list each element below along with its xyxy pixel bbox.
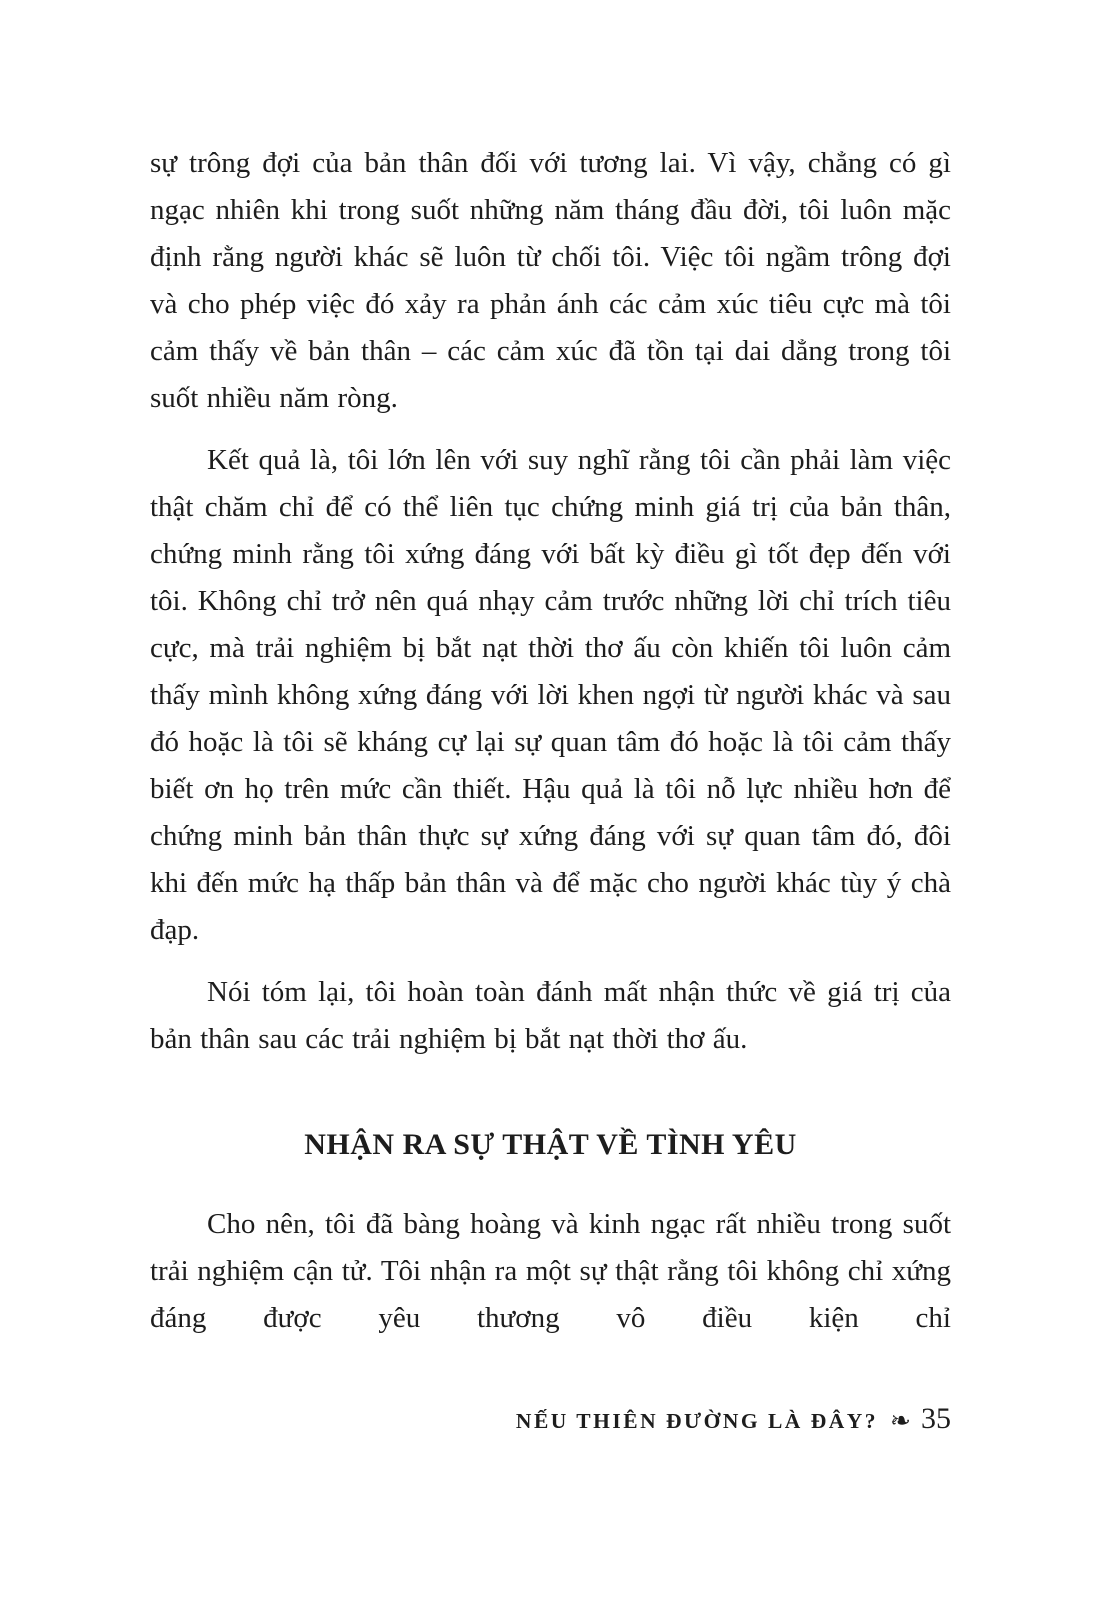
body-paragraph-2: Kết quả là, tôi lớn lên với suy nghĩ rằng tôi cần phải làm việc thật chăm chỉ để có thể liên tục chứng minh giá trị của bản thân, chứng minh rằng tôi xứng đáng với bất kỳ điều gì tốt đẹp đến với tôi. Không chỉ trở nên quá nhạy cảm trước những lời chỉ trích tiêu cực, mà trải nghiệm bị bắt nạt thời thơ ấu còn khiến tôi luôn cảm thấy mình không xứng đáng với lời khen ngợi từ người khác và sau đó hoặc là tôi sẽ kháng cự lại sự quan tâm đó hoặc là tôi cảm thấy biết ơn họ trên mức cần thiết. Hậu quả là tôi nỗ lực nhiều hơn để chứng minh bản thân thực sự xứng đáng với sự quan tâm đó, đôi khi đến mức hạ thấp bản thân và để mặc cho người khác tùy ý chà đạp.	[150, 444, 951, 946]
body-paragraph-3: Nói tóm lại, tôi hoàn toàn đánh mất nhận thức về giá trị của bản thân sau các trải nghiệm bị bắt nạt thời thơ ấu.	[150, 976, 951, 1055]
body-paragraph-4: Cho nên, tôi đã bàng hoàng và kinh ngạc rất nhiều trong suốt trải nghiệm cận tử. Tôi nhận ra một sự thật rằng tôi không chỉ xứng đáng được yêu thương vô điều kiện chỉ	[150, 1208, 951, 1334]
body-text-block	[150, 140, 951, 1342]
fleuron-ornament-icon: ❧	[890, 1408, 911, 1435]
body-paragraph-1: sự trông đợi của bản thân đối với tương lai. Vì vậy, chẳng có gì ngạc nhiên khi trong suốt những năm tháng đầu đời, tôi luôn mặc định rằng người khác sẽ luôn từ chối tôi. Việc tôi ngầm trông đợi và cho phép việc đó xảy ra phản ánh các cảm xúc tiêu cực mà tôi cảm thấy về bản thân – các cảm xúc đã tồn tại dai dẳng trong tôi suốt nhiều năm ròng.	[150, 147, 951, 414]
footer-book-title: NẾU THIÊN ĐƯỜNG LÀ ĐÂY?	[515, 1409, 879, 1433]
page-number: 35	[921, 1402, 951, 1435]
page-footer	[516, 1402, 951, 1436]
section-heading: NHẬN RA SỰ THẬT VỀ TÌNH YÊU	[304, 1128, 797, 1161]
